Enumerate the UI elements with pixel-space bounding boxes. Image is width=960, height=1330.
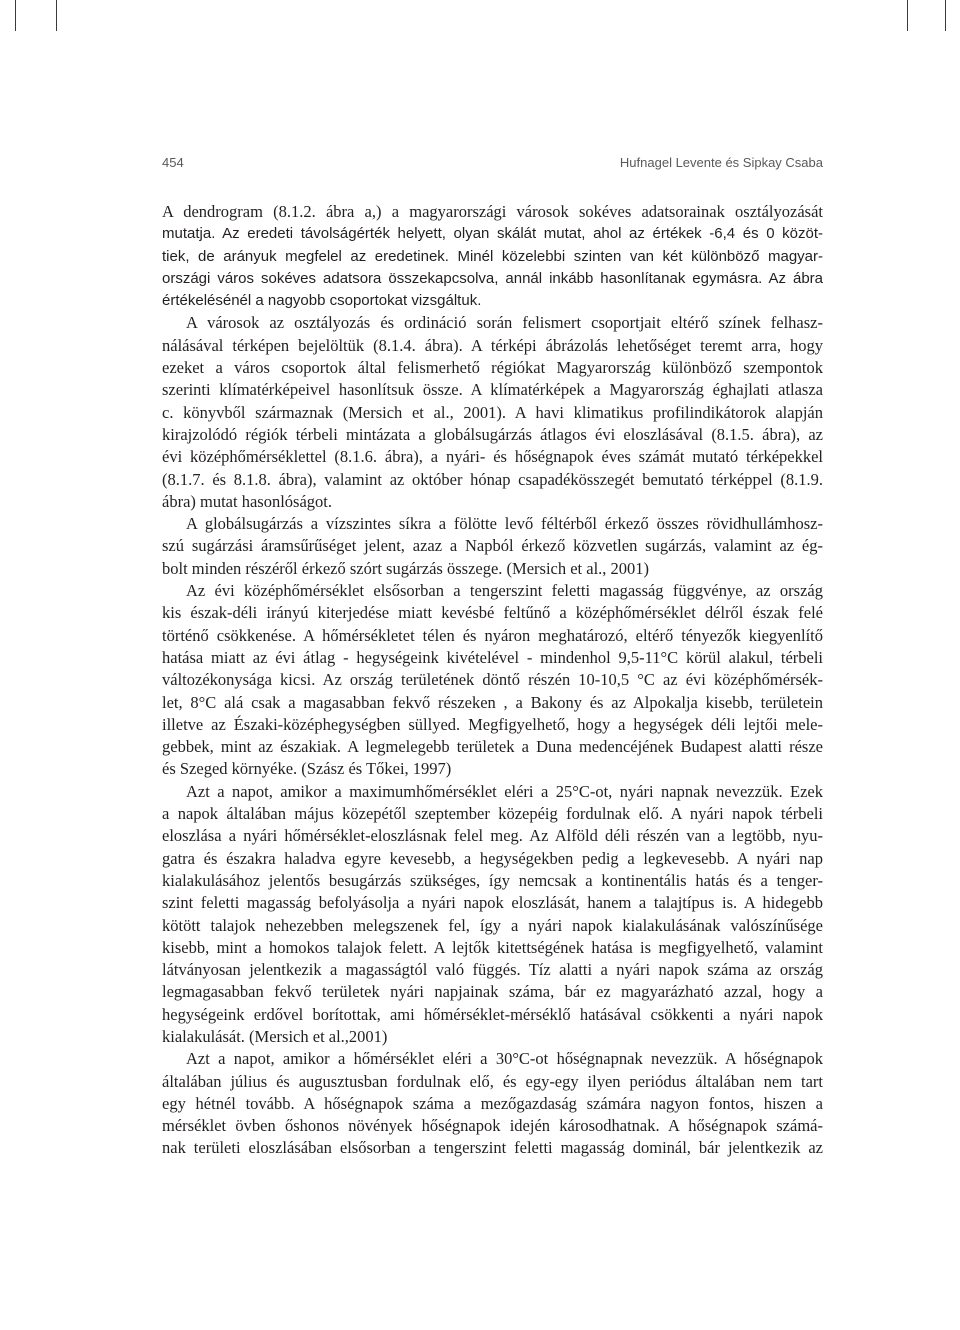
- paragraph: [162, 201, 823, 312]
- text-line: egy hétnél tovább. A hőségnapok száma a mezőgazdaság számára nagyon fontos, hiszen a: [162, 1093, 823, 1113]
- crop-mark: [56, 0, 57, 31]
- text-line: Azt a napot, amikor a maximumhőmérséklet eléri a 25°C-ot, nyári napnak nevezzük. Ezek: [186, 781, 823, 801]
- text-line: kötött talajok nehezebben melegszenek fel, így a nyári napok kialakulásának valószínűsége: [162, 915, 823, 935]
- text-line: nálásával térképen bejelöltük (8.1.4. ábra). A térképi ábrázolás lehetőséget teremt arra, hogy: [162, 335, 823, 355]
- text-line: kisebb, mint a homokos talajok felett. A lejtők kitettségének hatása is megfigyelhető, valamint: [162, 937, 823, 957]
- text-line: legmagasabban fekvő területek nyári napjainak száma, bár ez magyarázható azzal, hogy a: [162, 982, 823, 1002]
- running-header: [162, 153, 823, 173]
- header-authors: Hufnagel Levente és Sipkay Csaba: [619, 155, 823, 170]
- text-line: ábra) mutat hasonlóságot.: [162, 491, 332, 511]
- text-line: kialakulását. (Mersich et al.,2001): [162, 1026, 388, 1046]
- crop-mark: [945, 0, 946, 31]
- paragraph: [162, 513, 823, 580]
- paragraph: [162, 312, 823, 513]
- crop-mark: [15, 0, 16, 31]
- text-line: szint feletti magasság befolyásolja a nyári napok eloszlását, hanem a talajtípus is. A hidegebb: [162, 893, 823, 913]
- text-line: szerinti klímatérképeivel hasonlítsuk össze. A klímatérképek a Magyarország éghajlati atlasza: [162, 380, 823, 400]
- text-line: illetve az Északi-középhegységben süllyed. Megfigyelhető, hogy a hegységek déli lejtői mele-: [162, 714, 823, 734]
- text-line: A városok az osztályozás és ordináció során felismert csoportjait eltérő színek felhasz-: [186, 313, 823, 333]
- body-text: [162, 201, 823, 1160]
- text-line: és Szeged környéke. (Szász és Tőkei, 1997): [162, 759, 452, 779]
- text-line: a napok általában május közepétől szeptember közepéig fordulnak elő. A nyári napok térbeli: [162, 804, 823, 824]
- text-line: A dendrogram (8.1.2. ábra a,) a magyarországi városok sokéves adatsorainak osztályozását: [162, 202, 823, 221]
- page-number: 454: [162, 155, 184, 170]
- text-line: ezeket a város csoportok által felismerhető régiókat Magyarország különböző szempontok: [162, 358, 823, 378]
- text-line: A globálsugárzás a vízszintes síkra a fölötte levő féltérből érkező összes rövidhullámhosz-: [186, 514, 823, 534]
- text-line: (8.1.7. és 8.1.8. ábra), valamint az október hónap csapadékösszegét bemutató térképpel (8.1.9.: [162, 469, 823, 489]
- text-line: eloszlása a nyári hőmérséklet-eloszlásnak felel meg. Az Alföld déli részén van a legtöbb, nyu-: [162, 826, 823, 846]
- text-line: kirajzolódó régiók térbeli mintázata a globálsugárzás átlagos évi eloszlásával (8.1.5. ábra), az: [162, 424, 823, 444]
- text-line: gatra és északra haladva egyre kevesebb, a hegységekben pedig a legkevesebb. A nyári nap: [162, 848, 823, 868]
- text-line: hegységeink erdővel borítottak, ami hőmérséklet-mérséklő hatásával csökkenti a nyári napok: [162, 1004, 823, 1024]
- crop-mark: [907, 0, 908, 31]
- text-line: kialakulásához jelentős besugárzás szükséges, így nemcsak a kontinentális hatás és a tenger-: [162, 870, 823, 890]
- text-line: értékelésénél a nagyobb csoportokat vizsgáltuk.: [162, 292, 482, 310]
- text-line: látványosan jelentkezik a magasságtól való függés. Tíz alatti a nyári napok száma az ország: [162, 960, 823, 980]
- text-line: hatása miatt az évi átlag - hegységeink kivételével - mindenhol 9,5-11°C körül alakul, térbeli: [162, 647, 823, 667]
- paragraph: [162, 781, 823, 1049]
- text-line: Az évi középhőmérséklet elsősorban a tengerszint feletti magasság függvénye, az ország: [186, 581, 823, 601]
- text-line: változékonysága kicsi. Az ország területének döntő részén 10-10,5 °C az évi középhőmérsék-: [162, 670, 823, 690]
- text-line: bolt minden részéről érkező szórt sugárzás összege. (Mersich et al., 2001): [162, 558, 650, 578]
- text-line: kis észak-déli irányú kiterjedése miatt kevésbé feltűnő a középhőmérséklet délről észak felé: [162, 603, 823, 623]
- text-line: Azt a napot, amikor a hőmérséklet eléri a 30°C-ot hőségnapnak nevezzük. A hőségnapok: [186, 1049, 823, 1069]
- text-line: mutatja. Az eredeti távolságérték helyett, olyan skálát mutat, ahol az értékek -6,4 és 0 közöt-: [162, 225, 823, 243]
- paragraph: [162, 580, 823, 781]
- text-line: nak területi eloszlásában elsősorban a tengerszint feletti magasság dominál, bár jelentkezik az: [162, 1138, 823, 1158]
- text-line: évi középhőmérséklettel (8.1.6. ábra), a nyári- és hőségnapok éves számát mutató térképekkel: [162, 447, 823, 467]
- text-line: gebbek, mint az északiak. A legmelegebb területek a Duna medencéjének Budapest alatti része: [162, 737, 823, 757]
- text-line: történő csökkenése. A hőmérsékletet télen és nyáron meghatározó, eltérő tényezők kiegyenlítő: [162, 625, 823, 645]
- text-line: mérséklet övben őshonos növények hőségnapok idején károsodhatnak. A hőségnapok számá-: [162, 1116, 823, 1136]
- text-line: szú sugárzási áramsűrűséget jelent, azaz a Napból érkező közvetlen sugárzás, valamint az ég-: [162, 536, 823, 556]
- paragraph: [162, 1048, 823, 1159]
- text-line: let, 8°C alá csak a magasabban fekvő részeken , a Bakony és az Alpokalja kisebb, területein: [162, 692, 823, 712]
- text-line: c. könyvből származnak (Mersich et al., 2001). A havi klimatikus profilindikátorok alapján: [162, 402, 823, 422]
- text-line: tiek, de arányuk megfelel az eredetinek. Minél közelebbi szinten van két különböző magyar-: [162, 247, 823, 265]
- text-line: általában július és augusztusban fordulnak elő, és egy-egy ilyen periódus általában nem tart: [162, 1071, 823, 1091]
- text-line: országi város sokéves adatsora összekapcsolva, annál inkább hasonlítanak egymásra. Az ábra: [162, 269, 823, 287]
